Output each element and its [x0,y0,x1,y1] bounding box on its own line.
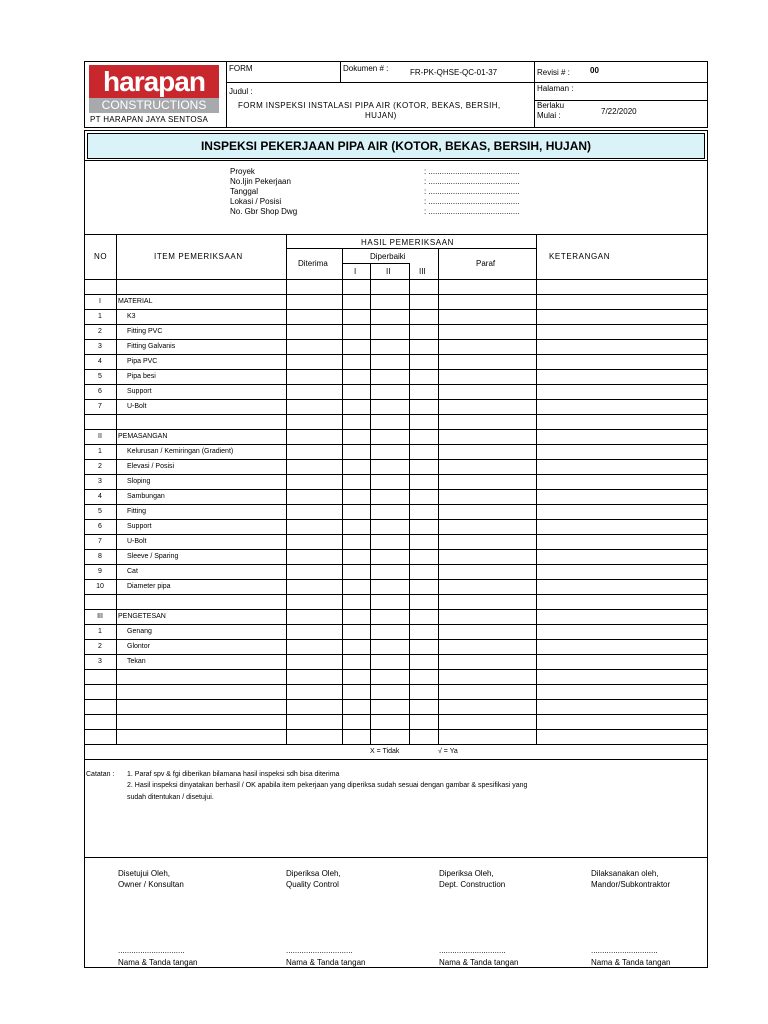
table-row-line [84,729,708,730]
page-title: INSPEKSI PEKERJAAN PIPA AIR (KOTOR, BEKAS, BERSIH, HUJAN) [200,139,592,153]
signature-title: Disetujui Oleh, [118,869,171,878]
dokumen-label: Dokumen # : [343,64,389,73]
notes-bottom-line [84,857,708,858]
row-item: Tekan [127,658,146,665]
table-row-line [84,534,708,535]
table-row-line [84,504,708,505]
table-row-line [84,594,708,595]
row-item: Sloping [127,478,151,485]
row-item: K3 [127,313,136,320]
row-number: 3 [98,343,102,350]
col-header-no: NO [94,252,108,261]
table-row-line [84,624,708,625]
row-item: PEMASANGAN [118,433,168,440]
table-row-line [84,669,708,670]
row-number: 8 [98,553,102,560]
logo-word: harapan [103,66,205,97]
signature-role: Quality Control [286,880,339,889]
company-logo [89,65,219,98]
table-row-line [84,354,708,355]
judul-value-line1: FORM INSPEKSI INSTALASI PIPA AIR (KOTOR, BEKAS, BERSIH, [238,101,501,110]
halaman-label: Halaman : [537,84,574,93]
info-label: Proyek [230,167,255,176]
info-label: No. Gbr Shop Dwg [230,207,298,216]
table-row-line [84,429,708,430]
row-item: U-Bolt [127,538,147,545]
signature-role: Owner / Konsultan [118,880,184,889]
table-row-line [84,339,708,340]
row-number: 2 [98,643,102,650]
table-col-line [409,263,410,744]
title-bar [87,133,705,159]
header-divider [226,61,227,128]
row-number: II [98,433,102,440]
signature-title: Dilaksanakan oleh, [591,869,659,878]
signature-line: .............................. [591,946,658,955]
col-header-diperbaiki: Diperbaiki [370,252,406,261]
row-number: 1 [98,628,102,635]
catatan-line2: 2. Hasil inspeksi dinyatakan berhasil / OK apabila item pekerjaan yang diperiksa sudah sesuai dengan gambar & spesifikasi yang [127,782,528,789]
row-item: Cat [127,568,138,575]
berlaku-value: 7/22/2020 [601,107,637,116]
table-col-line [286,234,287,744]
row-number: 9 [98,568,102,575]
signature-caption: Nama & Tanda tangan [439,958,519,967]
row-item: Fitting [127,508,147,515]
table-row-line [84,489,708,490]
row-number: 3 [98,478,102,485]
row-item: Sleeve / Sparing [127,553,179,560]
signature-line: .............................. [118,946,185,955]
row-item: Support [127,388,152,395]
row-item: Support [127,523,152,530]
row-number: 6 [98,523,102,530]
row-number: 5 [98,373,102,380]
row-number: 4 [98,493,102,500]
col-header-paraf: Paraf [476,259,496,268]
row-item: Pipa PVC [127,358,158,365]
info-label: No.Ijin Pekerjaan [230,177,291,186]
table-col-line [438,248,439,744]
row-item: Fitting Galvanis [127,343,176,350]
header-divider [534,61,535,128]
table-row-line [84,519,708,520]
table-row-line [84,549,708,550]
legend-bottom-line [84,759,708,760]
revisi-label: Revisi # : [537,68,570,77]
row-number: 10 [96,583,104,590]
info-value: : ......................................... [424,177,520,186]
logo-band-text: CONSTRUCTIONS [101,98,207,112]
row-number: 7 [98,403,102,410]
dokumen-value: FR-PK-QHSE-QC-01-37 [410,68,498,77]
info-value: : ......................................... [424,197,520,206]
row-item: U-Bolt [127,403,147,410]
table-col-line [370,263,371,744]
catatan-label: Catatan : [86,771,115,778]
table-row-line [84,459,708,460]
signature-caption: Nama & Tanda tangan [591,958,671,967]
col-header-hasil: HASIL PEMERIKSAAN [361,238,455,247]
row-number: 6 [98,388,102,395]
row-item: Sambungan [127,493,165,500]
header-divider [226,82,708,83]
row-number: 3 [98,658,102,665]
signature-caption: Nama & Tanda tangan [286,958,366,967]
table-row-line [84,324,708,325]
section-divider [84,160,708,161]
table-row-line [84,714,708,715]
table-row-line [84,294,708,295]
col-header-iii: III [419,267,426,276]
row-number: III [97,613,103,620]
table-row-line [84,639,708,640]
signature-role: Dept. Construction [439,880,506,889]
table-row-line [84,444,708,445]
row-item: Genang [127,628,152,635]
col-header-item: ITEM PEMERIKSAAN [154,252,243,261]
table-row-line [84,744,708,745]
table-row-line [84,414,708,415]
judul-label: Judul : [229,87,253,96]
info-value: : ......................................... [424,187,520,196]
form-label: FORM [229,64,253,73]
catatan-line3: sudah ditentukan / disetujui. [127,794,214,801]
header-divider [340,61,341,82]
row-item: MATERIAL [118,298,153,305]
info-label: Lokasi / Posisi [230,197,282,206]
table-row-line [84,699,708,700]
table-row-line [84,384,708,385]
col-header-keterangan: KETERANGAN [549,252,611,261]
signature-title: Diperiksa Oleh, [439,869,494,878]
row-number: 1 [98,448,102,455]
header-subline [286,248,536,249]
col-header-ii: II [386,267,391,276]
table-col-line [116,234,117,744]
row-number: 5 [98,508,102,515]
revisi-value: 00 [590,66,599,75]
table-row-line [84,279,708,280]
row-item: Glontor [127,643,150,650]
row-number: 1 [98,313,102,320]
table-row-line [84,579,708,580]
table-row-line [84,309,708,310]
row-item: PENGETESAN [118,613,166,620]
row-number: 2 [98,463,102,470]
table-row-line [84,369,708,370]
row-item: Kelurusan / Kemiringan (Gradient) [127,448,234,455]
row-item: Pipa besi [127,373,156,380]
berlaku-label-1: Berlaku [537,101,565,110]
row-number: 2 [98,328,102,335]
signature-role: Mandor/Subkontraktor [591,880,671,889]
signature-line: .............................. [439,946,506,955]
row-number: 4 [98,358,102,365]
row-item: Fitting PVC [127,328,163,335]
signature-line: .............................. [286,946,353,955]
table-row-line [84,399,708,400]
table-row-line [84,474,708,475]
info-label: Tanggal [230,187,259,196]
info-value: : ......................................... [424,207,520,216]
col-header-diterima: Diterima [298,259,328,268]
row-item: Elevasi / Posisi [127,463,175,470]
logo-band [89,98,219,113]
judul-value-line2: HUJAN) [365,111,397,120]
table-row-line [84,684,708,685]
table-col-line [342,248,343,744]
catatan-line1: 1. Paraf spv & fgi diberikan bilamana hasil inspeksi sdh bisa diterima [127,771,340,778]
col-header-i: I [354,267,357,276]
legend-tidak: X = Tidak [370,748,400,755]
table-row-line [84,564,708,565]
table-row-line [84,654,708,655]
company-name: PT HARAPAN JAYA SENTOSA [90,115,209,124]
table-top-line [84,234,708,235]
table-row-line [84,609,708,610]
table-col-line [536,234,537,744]
berlaku-label-2: Mulai : [537,111,561,120]
info-value: : ......................................... [424,167,520,176]
legend-ya: √ = Ya [438,748,458,755]
row-item: Diameter pipa [127,583,171,590]
signature-caption: Nama & Tanda tangan [118,958,198,967]
row-number: 7 [98,538,102,545]
signature-title: Diperiksa Oleh, [286,869,341,878]
header-subline [342,263,409,264]
row-number: I [99,298,101,305]
